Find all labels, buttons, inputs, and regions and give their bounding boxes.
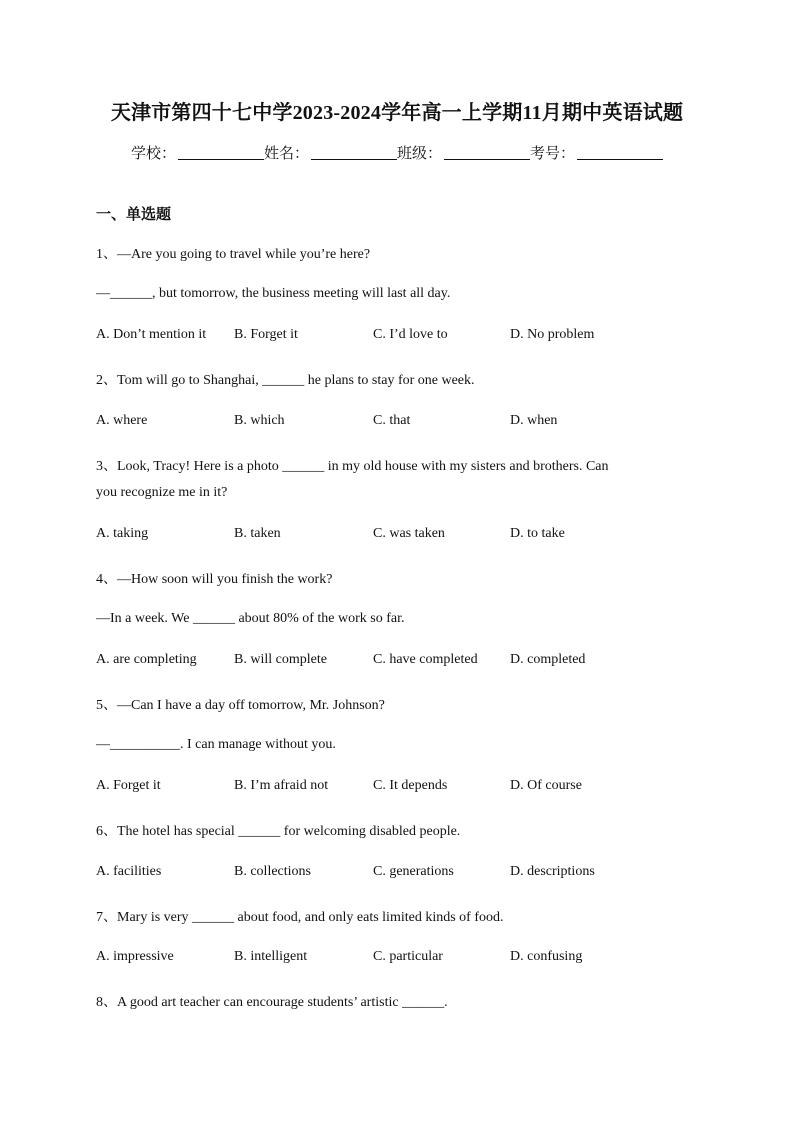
question-1-option-b[interactable]: B. Forget it xyxy=(234,327,298,342)
question-3-option-c[interactable]: C. was taken xyxy=(373,526,445,541)
question-4-option-a[interactable]: A. are completing xyxy=(96,652,197,667)
question-1-option-a[interactable]: A. Don’t mention it xyxy=(96,327,207,342)
question-1-response: —______, but tomorrow, the business meeting will last all day. xyxy=(96,286,451,301)
question-7-option-c[interactable]: C. particular xyxy=(373,949,443,964)
question-3-stem-cont: you recognize me in it? xyxy=(96,485,228,500)
question-2-stem: 2、Tom will go to Shanghai, ______ he plans to stay for one week. xyxy=(96,373,475,388)
question-2-option-b[interactable]: B. which xyxy=(234,413,285,428)
section-heading: 一、单选题 xyxy=(96,207,172,223)
question-3-option-a[interactable]: A. taking xyxy=(96,526,149,541)
question-7-option-b[interactable]: B. intelligent xyxy=(234,949,308,964)
class-blank[interactable] xyxy=(444,143,530,160)
question-1-option-d[interactable]: D. No problem xyxy=(510,327,595,342)
question-1-stem: 1、—Are you going to travel while you’re here? xyxy=(96,247,371,262)
question-7-option-d[interactable]: D. confusing xyxy=(510,949,583,964)
page-title: 天津市第四十七中学2023-2024学年高一上学期11月期中英语试题 xyxy=(110,102,684,124)
question-5-response: —__________. I can manage without you. xyxy=(96,737,336,752)
question-6-option-c[interactable]: C. generations xyxy=(373,864,454,879)
question-4-option-c[interactable]: C. have completed xyxy=(373,652,478,667)
question-4-response: —In a week. We ______ about 80% of the work so far. xyxy=(96,611,405,626)
question-6-stem: 6、The hotel has special ______ for welcoming disabled people. xyxy=(96,824,461,839)
question-5-option-a[interactable]: A. Forget it xyxy=(96,778,161,793)
question-6-option-a[interactable]: A. facilities xyxy=(96,864,162,879)
question-6-option-d[interactable]: D. descriptions xyxy=(510,864,595,879)
question-3-stem: 3、Look, Tracy! Here is a photo ______ in my old house with my sisters and brothers. Can xyxy=(96,459,609,474)
question-4-stem: 4、—How soon will you finish the work? xyxy=(96,572,333,587)
question-7-option-a[interactable]: A. impressive xyxy=(96,949,174,964)
question-5-option-b[interactable]: B. I’m afraid not xyxy=(234,778,329,793)
question-4-option-d[interactable]: D. completed xyxy=(510,652,586,667)
number-blank[interactable] xyxy=(577,143,663,160)
class-label: 班级： xyxy=(397,146,443,162)
name-blank[interactable] xyxy=(311,143,397,160)
name-label: 姓名： xyxy=(263,146,309,162)
question-2-option-a[interactable]: A. where xyxy=(96,413,148,428)
question-4-option-b[interactable]: B. will complete xyxy=(234,652,327,667)
question-3-option-b[interactable]: B. taken xyxy=(234,526,281,541)
question-6-option-b[interactable]: B. collections xyxy=(234,864,311,879)
student-info-row xyxy=(0,142,794,163)
question-5-option-d[interactable]: D. Of course xyxy=(510,778,582,793)
question-1-option-c[interactable]: C. I’d love to xyxy=(373,327,448,342)
question-8-stem: 8、A good art teacher can encourage students’ artistic ______. xyxy=(96,995,448,1010)
question-5-option-c[interactable]: C. It depends xyxy=(373,778,448,793)
question-7-stem: 7、Mary is very ______ about food, and only eats limited kinds of food. xyxy=(96,910,504,925)
number-label: 考号： xyxy=(530,146,576,162)
question-5-stem: 5、—Can I have a day off tomorrow, Mr. Johnson? xyxy=(96,698,385,713)
school-label: 学校： xyxy=(130,146,176,162)
school-blank[interactable] xyxy=(178,143,264,160)
question-3-option-d[interactable]: D. to take xyxy=(510,526,565,541)
question-2-option-d[interactable]: D. when xyxy=(510,413,558,428)
question-2-option-c[interactable]: C. that xyxy=(373,413,411,428)
